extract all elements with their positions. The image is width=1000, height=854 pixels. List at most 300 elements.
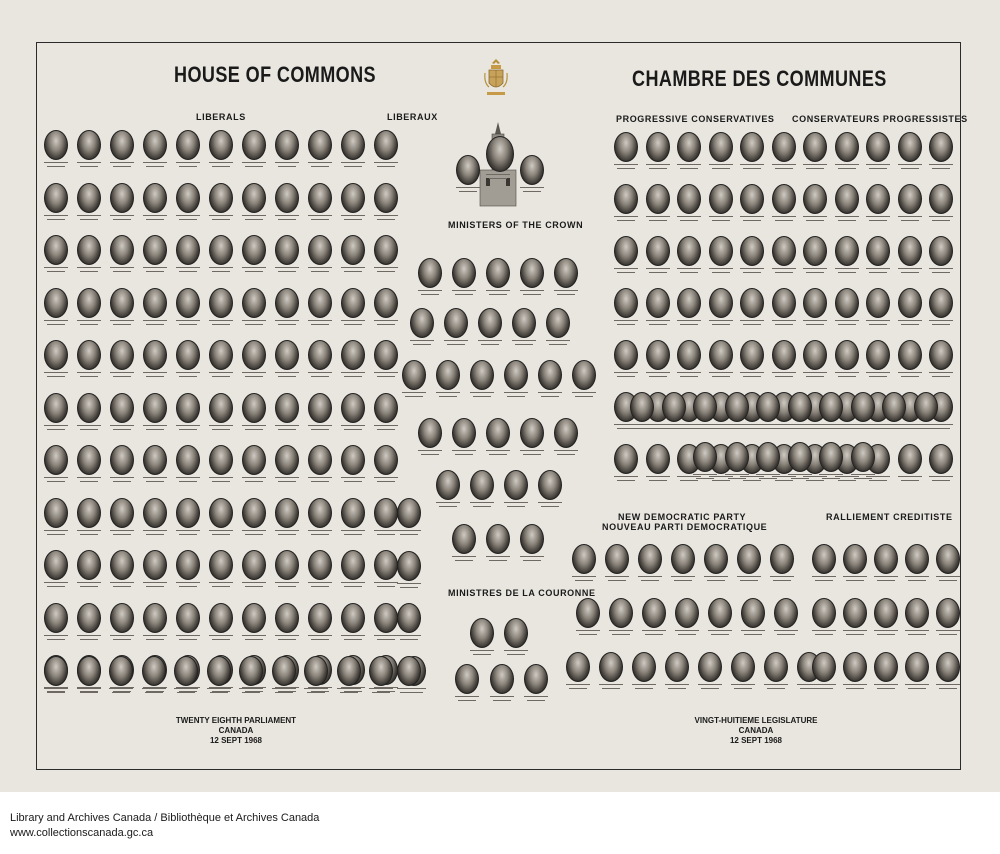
member-portrait — [812, 652, 836, 682]
member-portrait — [936, 544, 960, 574]
member-caption — [305, 267, 335, 273]
member-caption — [41, 372, 71, 378]
member-portrait — [486, 524, 510, 554]
member-caption — [41, 425, 71, 431]
member-caption — [695, 684, 725, 690]
member-portrait — [341, 603, 365, 633]
member-caption — [501, 392, 531, 398]
member-caption — [535, 502, 565, 508]
member-caption — [305, 425, 335, 431]
member-caption — [483, 174, 513, 180]
member-caption — [816, 474, 846, 480]
member-caption — [239, 425, 269, 431]
member-portrait — [538, 360, 562, 390]
member-portrait — [77, 393, 101, 423]
member-portrait — [835, 132, 859, 162]
member-portrait — [209, 235, 233, 265]
member-portrait — [341, 550, 365, 580]
member-caption — [107, 425, 137, 431]
member-caption — [926, 476, 956, 482]
member-caption — [140, 267, 170, 273]
member-caption — [611, 164, 641, 170]
member-caption — [74, 162, 104, 168]
member-caption — [863, 320, 893, 326]
member-caption — [573, 630, 603, 636]
member-portrait — [614, 236, 638, 266]
member-portrait — [109, 656, 133, 686]
member-portrait — [44, 130, 68, 160]
member-caption — [895, 320, 925, 326]
member-portrait — [209, 603, 233, 633]
member-caption — [140, 582, 170, 588]
member-portrait — [646, 444, 670, 474]
member-portrait — [470, 360, 494, 390]
member-caption — [399, 392, 429, 398]
member-caption — [832, 216, 862, 222]
member-caption — [449, 556, 479, 562]
member-portrait — [898, 288, 922, 318]
member-portrait — [308, 393, 332, 423]
member-portrait — [374, 183, 398, 213]
member-caption — [911, 424, 941, 430]
member-portrait — [646, 132, 670, 162]
member-caption — [467, 502, 497, 508]
member-portrait — [77, 656, 101, 686]
member-portrait — [374, 235, 398, 265]
member-caption — [107, 267, 137, 273]
member-portrait — [646, 340, 670, 370]
member-portrait — [110, 130, 134, 160]
member-portrait — [843, 652, 867, 682]
member-portrait — [44, 340, 68, 370]
member-portrait — [242, 183, 266, 213]
member-caption — [173, 162, 203, 168]
member-caption — [863, 164, 893, 170]
member-portrait — [456, 155, 480, 185]
member-caption — [840, 684, 870, 690]
member-caption — [371, 162, 401, 168]
member-caption — [239, 320, 269, 326]
member-portrait — [803, 132, 827, 162]
member-caption — [895, 216, 925, 222]
member-portrait — [341, 340, 365, 370]
member-caption — [563, 684, 593, 690]
member-portrait — [209, 130, 233, 160]
member-portrait — [209, 550, 233, 580]
member-portrait — [77, 498, 101, 528]
member-portrait — [520, 258, 544, 288]
member-portrait — [709, 288, 733, 318]
member-caption — [517, 187, 547, 193]
member-portrait — [929, 132, 953, 162]
member-portrait — [374, 288, 398, 318]
member-caption — [206, 320, 236, 326]
footer-en-line2: CANADA — [218, 726, 254, 735]
member-caption — [74, 425, 104, 431]
member-portrait — [341, 393, 365, 423]
member-portrait — [275, 445, 299, 475]
member-portrait — [764, 652, 788, 682]
member-caption — [272, 162, 302, 168]
member-caption — [272, 372, 302, 378]
member-portrait — [936, 652, 960, 682]
member-caption — [643, 268, 673, 274]
member-portrait — [242, 130, 266, 160]
member-caption — [629, 684, 659, 690]
member-portrait — [599, 652, 623, 682]
member-portrait — [143, 340, 167, 370]
member-portrait — [242, 393, 266, 423]
member-caption — [705, 630, 735, 636]
member-caption — [41, 477, 71, 483]
member-portrait — [110, 603, 134, 633]
member-portrait — [614, 288, 638, 318]
member-portrait — [110, 393, 134, 423]
member-caption — [441, 340, 471, 346]
member-portrait — [835, 340, 859, 370]
member-caption — [674, 320, 704, 326]
member-caption — [737, 164, 767, 170]
member-portrait — [554, 258, 578, 288]
member-portrait — [709, 184, 733, 214]
member-caption — [769, 268, 799, 274]
member-caption — [863, 268, 893, 274]
member-portrait — [209, 498, 233, 528]
member-portrait — [665, 652, 689, 682]
member-portrait — [174, 656, 198, 686]
member-portrait — [725, 442, 749, 472]
footer-en-line3: 12 SEPT 1968 — [209, 736, 263, 745]
member-caption — [338, 267, 368, 273]
member-caption — [338, 425, 368, 431]
member-caption — [173, 215, 203, 221]
member-portrait — [504, 618, 528, 648]
member-caption — [106, 688, 136, 694]
footer-fr-line1: VINGT-HUITIEME LEGISLATURE — [694, 716, 818, 725]
member-portrait — [209, 288, 233, 318]
member-portrait — [143, 288, 167, 318]
member-caption — [74, 372, 104, 378]
member-caption — [239, 267, 269, 273]
member-caption — [509, 340, 539, 346]
member-portrait — [725, 392, 749, 422]
member-caption — [501, 650, 531, 656]
member-portrait — [905, 598, 929, 628]
member-caption — [371, 477, 401, 483]
member-caption — [305, 320, 335, 326]
member-caption — [107, 582, 137, 588]
member-caption — [659, 424, 689, 430]
creditiste-heading: RALLIEMENT CREDITISTE — [826, 512, 953, 522]
member-portrait — [866, 184, 890, 214]
member-caption — [737, 268, 767, 274]
member-caption — [305, 477, 335, 483]
member-caption — [206, 477, 236, 483]
liberals-heading: LIBERALS — [196, 112, 246, 122]
member-caption — [487, 696, 517, 702]
member-caption — [206, 635, 236, 641]
member-portrait — [77, 340, 101, 370]
member-caption — [41, 215, 71, 221]
member-caption — [785, 474, 815, 480]
member-caption — [41, 530, 71, 536]
member-caption — [206, 215, 236, 221]
member-portrait — [143, 183, 167, 213]
member-caption — [933, 630, 963, 636]
member-caption — [611, 476, 641, 482]
member-caption — [926, 216, 956, 222]
member-portrait — [740, 236, 764, 266]
member-caption — [879, 424, 909, 430]
member-caption — [371, 425, 401, 431]
member-portrait — [374, 445, 398, 475]
member-caption — [737, 320, 767, 326]
member-caption — [690, 474, 720, 480]
member-portrait — [677, 288, 701, 318]
member-caption — [769, 164, 799, 170]
member-caption — [840, 630, 870, 636]
member-portrait — [77, 130, 101, 160]
member-caption — [74, 267, 104, 273]
member-portrait — [207, 656, 231, 686]
member-caption — [643, 216, 673, 222]
member-portrait — [788, 392, 812, 422]
member-caption — [926, 164, 956, 170]
member-portrait — [866, 236, 890, 266]
member-portrait — [304, 656, 328, 686]
member-caption — [753, 424, 783, 430]
member-portrait — [772, 236, 796, 266]
member-caption — [809, 630, 839, 636]
member-caption — [206, 425, 236, 431]
member-portrait — [671, 544, 695, 574]
member-portrait — [740, 184, 764, 214]
member-portrait — [614, 184, 638, 214]
member-portrait — [693, 392, 717, 422]
member-caption — [74, 530, 104, 536]
member-portrait — [374, 130, 398, 160]
member-portrait — [772, 184, 796, 214]
member-caption — [643, 164, 673, 170]
member-portrait — [44, 603, 68, 633]
member-portrait — [77, 603, 101, 633]
member-portrait — [554, 418, 578, 448]
member-caption — [933, 576, 963, 582]
member-portrait — [374, 340, 398, 370]
member-caption — [239, 215, 269, 221]
member-caption — [140, 372, 170, 378]
member-caption — [467, 392, 497, 398]
member-portrait — [337, 656, 361, 686]
member-portrait — [486, 418, 510, 448]
member-portrait — [308, 130, 332, 160]
member-portrait — [770, 544, 794, 574]
member-portrait — [609, 598, 633, 628]
member-portrait — [731, 652, 755, 682]
member-caption — [206, 162, 236, 168]
member-portrait — [176, 393, 200, 423]
member-caption — [41, 162, 71, 168]
member-portrait — [812, 598, 836, 628]
member-caption — [467, 650, 497, 656]
member-portrait — [709, 132, 733, 162]
member-caption — [734, 576, 764, 582]
member-portrait — [774, 598, 798, 628]
member-caption — [674, 268, 704, 274]
member-portrait — [418, 418, 442, 448]
member-portrait — [866, 288, 890, 318]
member-portrait — [638, 544, 662, 574]
member-caption — [107, 635, 137, 641]
member-portrait — [866, 132, 890, 162]
member-portrait — [524, 664, 548, 694]
pc-heading-en: PROGRESSIVE CONSERVATIVES — [616, 114, 775, 124]
member-caption — [722, 474, 752, 480]
member-portrait — [740, 288, 764, 318]
member-caption — [483, 556, 513, 562]
ministers-heading-fr: MINISTRES DE LA COURONNE — [448, 588, 596, 598]
member-caption — [543, 340, 573, 346]
member-caption — [206, 582, 236, 588]
member-portrait — [209, 445, 233, 475]
member-portrait — [341, 445, 365, 475]
member-portrait — [538, 470, 562, 500]
member-caption — [140, 320, 170, 326]
member-caption — [761, 684, 791, 690]
member-portrait — [898, 184, 922, 214]
member-portrait — [677, 132, 701, 162]
member-portrait — [110, 235, 134, 265]
member-caption — [41, 635, 71, 641]
member-portrait — [646, 288, 670, 318]
member-caption — [848, 474, 878, 480]
footer-fr-line3: 12 SEPT 1968 — [729, 736, 783, 745]
member-portrait — [275, 340, 299, 370]
member-portrait — [77, 183, 101, 213]
member-portrait — [898, 236, 922, 266]
member-caption — [394, 530, 424, 536]
member-caption — [453, 187, 483, 193]
member-caption — [394, 635, 424, 641]
member-portrait — [341, 235, 365, 265]
member-portrait — [44, 235, 68, 265]
member-caption — [371, 267, 401, 273]
member-portrait — [110, 183, 134, 213]
member-caption — [74, 688, 104, 694]
title-french: CHAMBRE DES COMMUNES — [632, 66, 887, 91]
member-caption — [800, 372, 830, 378]
member-caption — [239, 477, 269, 483]
member-caption — [800, 320, 830, 326]
member-portrait — [630, 392, 654, 422]
member-caption — [41, 688, 71, 694]
member-portrait — [143, 498, 167, 528]
member-caption — [535, 392, 565, 398]
footer-french — [686, 716, 826, 746]
member-portrait — [308, 340, 332, 370]
member-caption — [338, 530, 368, 536]
member-caption — [895, 372, 925, 378]
member-portrait — [176, 550, 200, 580]
member-caption — [140, 215, 170, 221]
member-portrait — [693, 442, 717, 472]
member-portrait — [44, 498, 68, 528]
member-caption — [809, 576, 839, 582]
member-portrait — [242, 603, 266, 633]
member-caption — [173, 530, 203, 536]
member-portrait — [572, 544, 596, 574]
member-portrait — [44, 183, 68, 213]
member-caption — [173, 320, 203, 326]
member-caption — [236, 688, 266, 694]
member-caption — [871, 684, 901, 690]
member-caption — [738, 630, 768, 636]
member-caption — [173, 425, 203, 431]
member-caption — [643, 320, 673, 326]
member-portrait — [275, 130, 299, 160]
member-portrait — [242, 235, 266, 265]
member-caption — [668, 576, 698, 582]
member-caption — [674, 372, 704, 378]
credit-line-1: Library and Archives Canada / Bibliothèque et Archives Canada — [10, 812, 320, 824]
member-portrait — [905, 652, 929, 682]
member-caption — [895, 164, 925, 170]
member-caption — [338, 372, 368, 378]
member-portrait — [835, 184, 859, 214]
member-caption — [706, 216, 736, 222]
member-portrait — [882, 392, 906, 422]
member-caption — [832, 268, 862, 274]
member-caption — [452, 696, 482, 702]
member-caption — [107, 215, 137, 221]
member-portrait — [44, 445, 68, 475]
member-portrait — [470, 470, 494, 500]
member-caption — [272, 320, 302, 326]
ministers-heading-en: MINISTERS OF THE CROWN — [448, 220, 584, 230]
member-portrait — [572, 360, 596, 390]
member-caption — [706, 372, 736, 378]
member-caption — [840, 576, 870, 582]
member-caption — [517, 290, 547, 296]
member-portrait — [176, 130, 200, 160]
member-caption — [433, 392, 463, 398]
member-portrait — [176, 235, 200, 265]
member-portrait — [369, 656, 393, 686]
member-portrait — [614, 340, 638, 370]
member-portrait — [418, 258, 442, 288]
member-portrait — [397, 603, 421, 633]
member-portrait — [176, 603, 200, 633]
member-portrait — [504, 360, 528, 390]
member-caption — [140, 635, 170, 641]
member-caption — [737, 216, 767, 222]
member-portrait — [929, 288, 953, 318]
member-caption — [305, 635, 335, 641]
member-portrait — [110, 498, 134, 528]
member-portrait — [677, 236, 701, 266]
member-caption — [204, 688, 234, 694]
member-portrait — [819, 392, 843, 422]
member-portrait — [341, 288, 365, 318]
member-portrait — [772, 340, 796, 370]
member-portrait — [452, 258, 476, 288]
member-portrait — [851, 392, 875, 422]
member-caption — [722, 424, 752, 430]
member-portrait — [275, 498, 299, 528]
member-caption — [517, 450, 547, 456]
member-portrait — [176, 445, 200, 475]
member-caption — [602, 576, 632, 582]
